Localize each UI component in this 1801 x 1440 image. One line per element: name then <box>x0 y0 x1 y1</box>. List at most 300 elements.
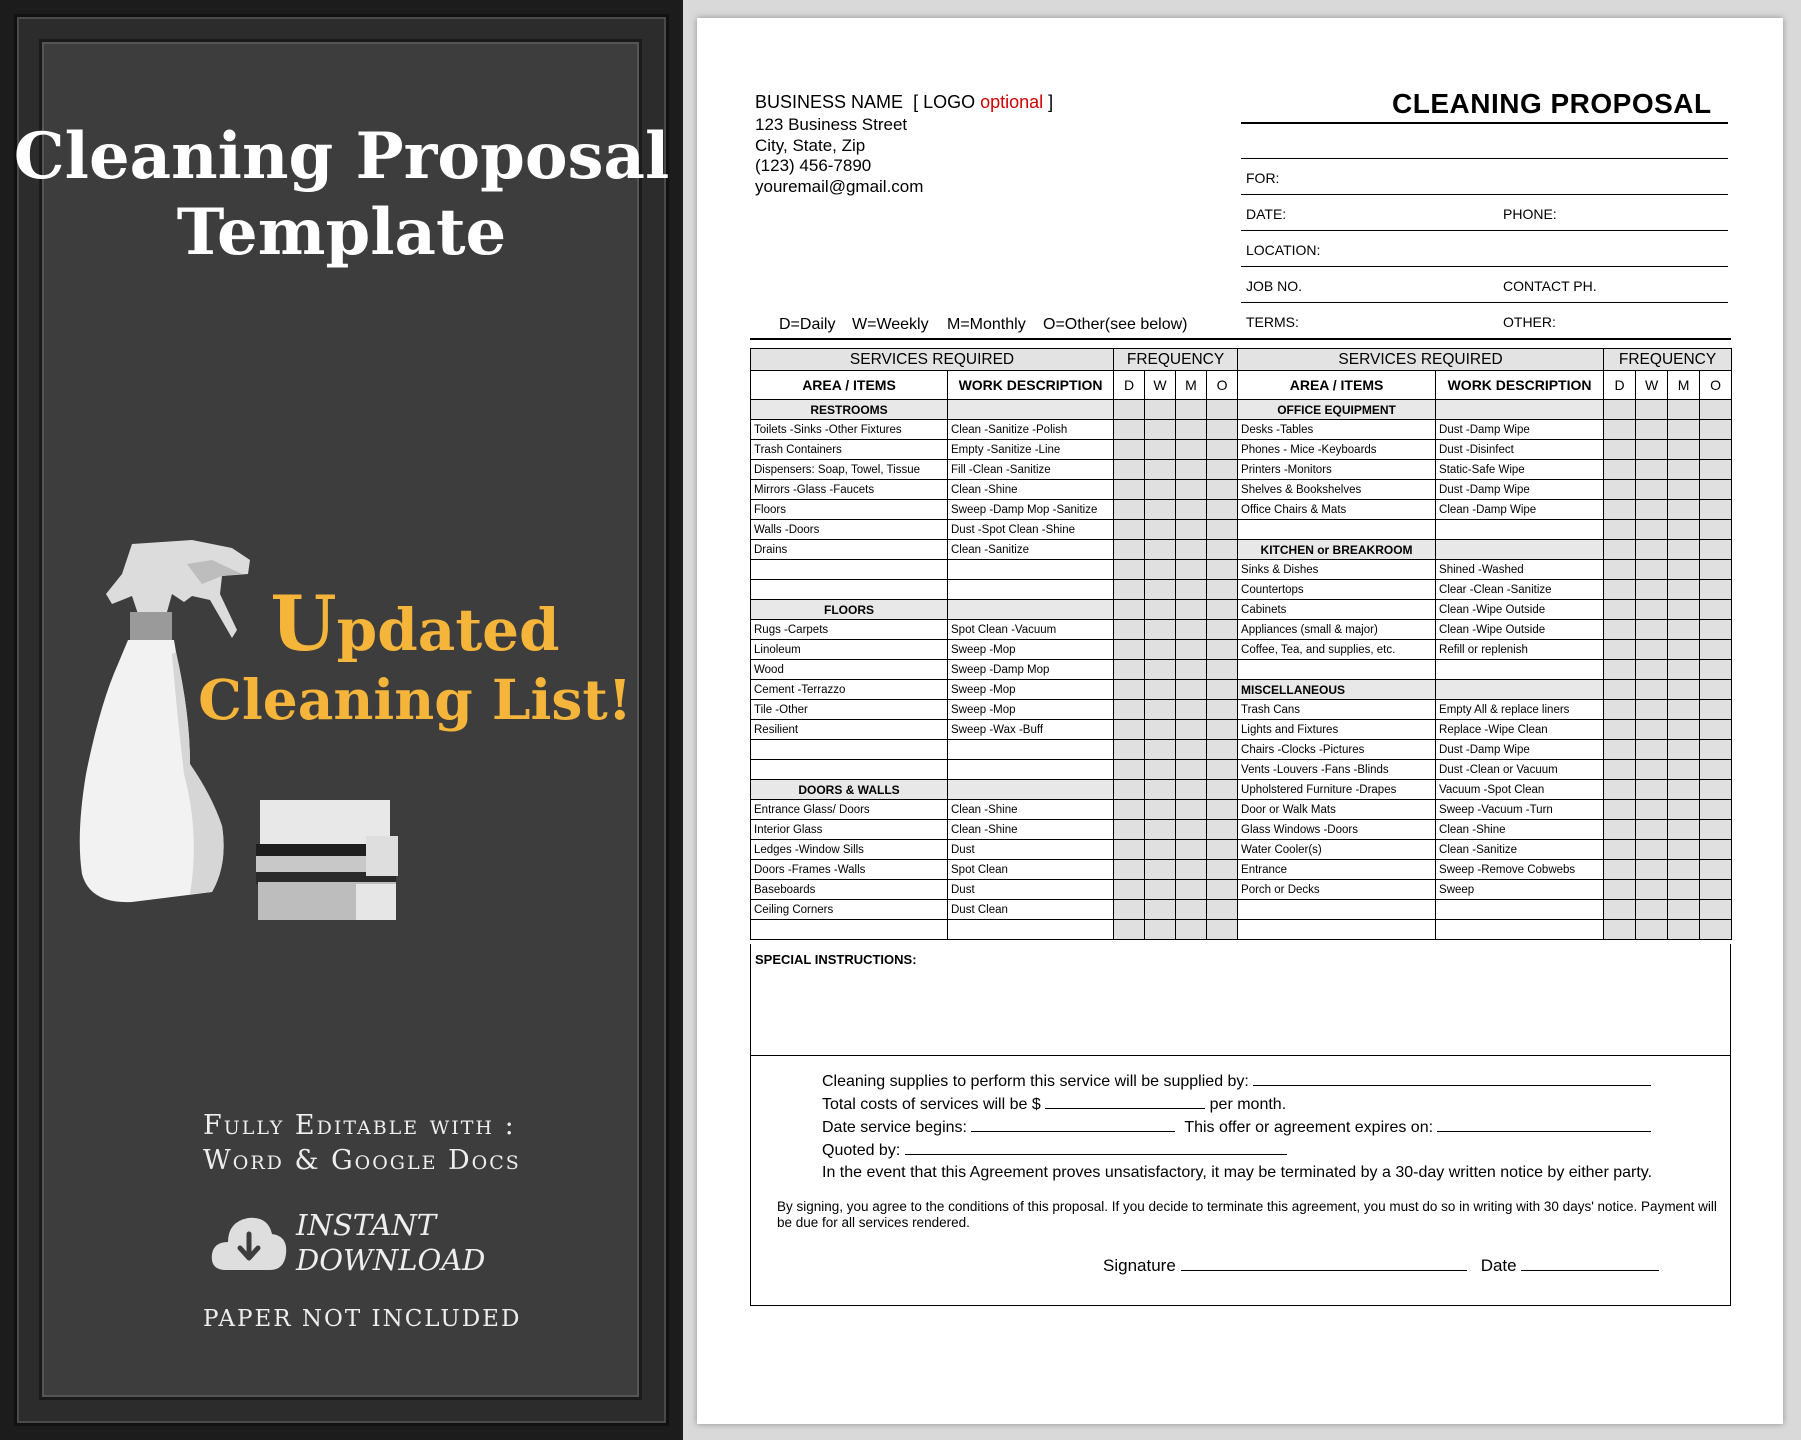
frequency-checkbox-w-right[interactable] <box>1636 720 1668 740</box>
frequency-checkbox-o-right[interactable] <box>1700 540 1732 560</box>
frequency-checkbox-m-left[interactable] <box>1176 560 1207 580</box>
frequency-checkbox-w-right[interactable] <box>1636 860 1668 880</box>
frequency-checkbox-m-left[interactable] <box>1176 820 1207 840</box>
area-item-cell-right[interactable] <box>1238 660 1436 680</box>
frequency-checkbox-w-right[interactable] <box>1636 420 1668 440</box>
area-item-cell-right[interactable]: Porch or Decks <box>1238 880 1436 900</box>
frequency-checkbox-w-right[interactable] <box>1636 600 1668 620</box>
area-item-cell-left[interactable]: Doors -Frames -Walls <box>751 860 948 880</box>
frequency-checkbox-m-left[interactable] <box>1176 460 1207 480</box>
frequency-checkbox-m-right[interactable] <box>1668 700 1700 720</box>
work-description-cell-right[interactable] <box>1436 900 1604 920</box>
frequency-checkbox-m-left[interactable] <box>1176 580 1207 600</box>
work-description-cell-right[interactable]: Clean -Wipe Outside <box>1436 600 1604 620</box>
area-item-cell-left[interactable]: Tile -Other <box>751 700 948 720</box>
work-description-cell-left[interactable]: Empty -Sanitize -Line <box>948 440 1114 460</box>
frequency-checkbox-o-left[interactable] <box>1207 740 1238 760</box>
frequency-checkbox-m-right[interactable] <box>1668 520 1700 540</box>
work-description-cell-right[interactable]: Sweep -Remove Cobwebs <box>1436 860 1604 880</box>
work-description-cell-left[interactable]: Sweep -Wax -Buff <box>948 720 1114 740</box>
frequency-checkbox-o-left[interactable] <box>1207 400 1238 420</box>
frequency-checkbox-m-right[interactable] <box>1668 860 1700 880</box>
frequency-checkbox-d-left[interactable] <box>1114 900 1145 920</box>
work-description-cell-left[interactable]: Dust Clean <box>948 900 1114 920</box>
area-item-cell-left[interactable]: Floors <box>751 500 948 520</box>
frequency-checkbox-w-left[interactable] <box>1145 840 1176 860</box>
area-item-cell-left[interactable]: Cement -Terrazzo <box>751 680 948 700</box>
area-item-cell-left[interactable] <box>751 920 948 940</box>
frequency-checkbox-w-left[interactable] <box>1145 820 1176 840</box>
frequency-checkbox-d-right[interactable] <box>1604 860 1636 880</box>
area-item-cell-right[interactable]: Water Cooler(s) <box>1238 840 1436 860</box>
frequency-checkbox-o-left[interactable] <box>1207 480 1238 500</box>
frequency-checkbox-m-right[interactable] <box>1668 680 1700 700</box>
frequency-checkbox-d-left[interactable] <box>1114 880 1145 900</box>
frequency-checkbox-w-left[interactable] <box>1145 600 1176 620</box>
frequency-checkbox-d-right[interactable] <box>1604 440 1636 460</box>
frequency-checkbox-w-left[interactable] <box>1145 460 1176 480</box>
frequency-checkbox-o-right[interactable] <box>1700 920 1732 940</box>
work-description-cell-left[interactable]: Clean -Shine <box>948 480 1114 500</box>
work-description-cell-left[interactable]: Spot Clean -Vacuum <box>948 620 1114 640</box>
area-item-cell-left[interactable] <box>751 580 948 600</box>
area-item-cell-left[interactable] <box>751 760 948 780</box>
frequency-checkbox-w-left[interactable] <box>1145 620 1176 640</box>
area-item-cell-left[interactable]: Baseboards <box>751 880 948 900</box>
frequency-checkbox-d-right[interactable] <box>1604 880 1636 900</box>
frequency-checkbox-o-left[interactable] <box>1207 700 1238 720</box>
work-description-cell-left[interactable]: Sweep -Damp Mop -Sanitize <box>948 500 1114 520</box>
area-item-cell-left[interactable]: Dispensers: Soap, Towel, Tissue <box>751 460 948 480</box>
work-description-cell-right[interactable] <box>1436 920 1604 940</box>
area-item-cell-right[interactable]: Sinks & Dishes <box>1238 560 1436 580</box>
frequency-checkbox-m-left[interactable] <box>1176 740 1207 760</box>
area-item-cell-left[interactable]: Walls -Doors <box>751 520 948 540</box>
frequency-checkbox-m-left[interactable] <box>1176 760 1207 780</box>
area-item-cell-right[interactable]: Office Chairs & Mats <box>1238 500 1436 520</box>
area-item-cell-right[interactable]: Shelves & Bookshelves <box>1238 480 1436 500</box>
frequency-checkbox-d-right[interactable] <box>1604 740 1636 760</box>
area-item-cell-left[interactable]: Wood <box>751 660 948 680</box>
frequency-checkbox-d-right[interactable] <box>1604 840 1636 860</box>
frequency-checkbox-o-left[interactable] <box>1207 440 1238 460</box>
frequency-checkbox-w-left[interactable] <box>1145 400 1176 420</box>
area-item-cell-right[interactable] <box>1238 920 1436 940</box>
frequency-checkbox-m-right[interactable] <box>1668 800 1700 820</box>
frequency-checkbox-o-right[interactable] <box>1700 640 1732 660</box>
frequency-checkbox-o-right[interactable] <box>1700 880 1732 900</box>
frequency-checkbox-w-right[interactable] <box>1636 760 1668 780</box>
frequency-checkbox-d-right[interactable] <box>1604 400 1636 420</box>
work-description-cell-left[interactable]: Sweep -Mop <box>948 680 1114 700</box>
area-item-cell-left[interactable]: Drains <box>751 540 948 560</box>
frequency-checkbox-w-left[interactable] <box>1145 780 1176 800</box>
frequency-checkbox-m-right[interactable] <box>1668 600 1700 620</box>
frequency-checkbox-d-left[interactable] <box>1114 720 1145 740</box>
work-description-cell-right[interactable] <box>1436 660 1604 680</box>
frequency-checkbox-d-right[interactable] <box>1604 580 1636 600</box>
area-item-cell-right[interactable]: Printers -Monitors <box>1238 460 1436 480</box>
work-description-cell-left[interactable]: Sweep -Damp Mop <box>948 660 1114 680</box>
frequency-checkbox-m-right[interactable] <box>1668 420 1700 440</box>
frequency-checkbox-d-left[interactable] <box>1114 440 1145 460</box>
supplies-blank[interactable] <box>1253 1072 1651 1086</box>
frequency-checkbox-o-right[interactable] <box>1700 860 1732 880</box>
frequency-checkbox-d-left[interactable] <box>1114 620 1145 640</box>
frequency-checkbox-m-left[interactable] <box>1176 500 1207 520</box>
frequency-checkbox-w-left[interactable] <box>1145 640 1176 660</box>
frequency-checkbox-d-right[interactable] <box>1604 420 1636 440</box>
frequency-checkbox-d-right[interactable] <box>1604 820 1636 840</box>
frequency-checkbox-m-right[interactable] <box>1668 640 1700 660</box>
frequency-checkbox-d-right[interactable] <box>1604 520 1636 540</box>
frequency-checkbox-o-right[interactable] <box>1700 740 1732 760</box>
frequency-checkbox-m-right[interactable] <box>1668 560 1700 580</box>
frequency-checkbox-d-left[interactable] <box>1114 520 1145 540</box>
area-item-cell-left[interactable]: Mirrors -Glass -Faucets <box>751 480 948 500</box>
area-item-cell-right[interactable] <box>1238 900 1436 920</box>
frequency-checkbox-w-right[interactable] <box>1636 820 1668 840</box>
work-description-cell-right[interactable]: Sweep <box>1436 880 1604 900</box>
frequency-checkbox-d-left[interactable] <box>1114 760 1145 780</box>
work-description-cell-right[interactable]: Static-Safe Wipe <box>1436 460 1604 480</box>
business-phone[interactable]: (123) 456-7890 <box>755 156 872 175</box>
frequency-checkbox-m-right[interactable] <box>1668 780 1700 800</box>
frequency-checkbox-m-left[interactable] <box>1176 480 1207 500</box>
frequency-checkbox-o-right[interactable] <box>1700 420 1732 440</box>
frequency-checkbox-o-left[interactable] <box>1207 600 1238 620</box>
frequency-checkbox-o-left[interactable] <box>1207 860 1238 880</box>
frequency-checkbox-o-left[interactable] <box>1207 900 1238 920</box>
frequency-checkbox-d-right[interactable] <box>1604 900 1636 920</box>
frequency-checkbox-m-left[interactable] <box>1176 420 1207 440</box>
frequency-checkbox-d-left[interactable] <box>1114 860 1145 880</box>
frequency-checkbox-o-right[interactable] <box>1700 820 1732 840</box>
frequency-checkbox-w-left[interactable] <box>1145 800 1176 820</box>
work-description-cell-left[interactable]: Sweep -Mop <box>948 640 1114 660</box>
frequency-checkbox-w-left[interactable] <box>1145 440 1176 460</box>
frequency-checkbox-w-right[interactable] <box>1636 480 1668 500</box>
signature-blank[interactable] <box>1181 1257 1467 1271</box>
frequency-checkbox-d-right[interactable] <box>1604 560 1636 580</box>
area-item-cell-left[interactable]: Rugs -Carpets <box>751 620 948 640</box>
frequency-checkbox-m-left[interactable] <box>1176 840 1207 860</box>
frequency-checkbox-d-left[interactable] <box>1114 580 1145 600</box>
frequency-checkbox-d-right[interactable] <box>1604 640 1636 660</box>
frequency-checkbox-o-right[interactable] <box>1700 700 1732 720</box>
frequency-checkbox-o-right[interactable] <box>1700 400 1732 420</box>
frequency-checkbox-m-left[interactable] <box>1176 920 1207 940</box>
frequency-checkbox-w-right[interactable] <box>1636 460 1668 480</box>
area-item-cell-right[interactable]: Appliances (small & major) <box>1238 620 1436 640</box>
frequency-checkbox-m-right[interactable] <box>1668 660 1700 680</box>
frequency-checkbox-m-left[interactable] <box>1176 540 1207 560</box>
frequency-checkbox-o-left[interactable] <box>1207 580 1238 600</box>
frequency-checkbox-m-left[interactable] <box>1176 600 1207 620</box>
frequency-checkbox-o-left[interactable] <box>1207 460 1238 480</box>
work-description-cell-right[interactable]: Refill or replenish <box>1436 640 1604 660</box>
frequency-checkbox-m-left[interactable] <box>1176 400 1207 420</box>
frequency-checkbox-w-left[interactable] <box>1145 680 1176 700</box>
frequency-checkbox-d-right[interactable] <box>1604 720 1636 740</box>
business-name[interactable]: BUSINESS NAME <box>755 92 904 112</box>
frequency-checkbox-o-right[interactable] <box>1700 520 1732 540</box>
frequency-checkbox-d-left[interactable] <box>1114 820 1145 840</box>
frequency-checkbox-d-left[interactable] <box>1114 680 1145 700</box>
area-item-cell-left[interactable]: Toilets -Sinks -Other Fixtures <box>751 420 948 440</box>
frequency-checkbox-o-left[interactable] <box>1207 620 1238 640</box>
frequency-checkbox-o-right[interactable] <box>1700 560 1732 580</box>
frequency-checkbox-w-right[interactable] <box>1636 900 1668 920</box>
frequency-checkbox-d-right[interactable] <box>1604 620 1636 640</box>
frequency-checkbox-o-right[interactable] <box>1700 760 1732 780</box>
frequency-checkbox-w-right[interactable] <box>1636 520 1668 540</box>
frequency-checkbox-m-left[interactable] <box>1176 860 1207 880</box>
frequency-checkbox-w-right[interactable] <box>1636 580 1668 600</box>
frequency-checkbox-o-right[interactable] <box>1700 780 1732 800</box>
frequency-checkbox-o-right[interactable] <box>1700 580 1732 600</box>
work-description-cell-left[interactable] <box>948 920 1114 940</box>
frequency-checkbox-w-right[interactable] <box>1636 560 1668 580</box>
work-description-cell-left[interactable]: Dust -Spot Clean -Shine <box>948 520 1114 540</box>
frequency-checkbox-d-left[interactable] <box>1114 780 1145 800</box>
frequency-checkbox-w-left[interactable] <box>1145 880 1176 900</box>
frequency-checkbox-d-left[interactable] <box>1114 540 1145 560</box>
frequency-checkbox-m-right[interactable] <box>1668 820 1700 840</box>
area-item-cell-left[interactable] <box>751 560 948 580</box>
frequency-checkbox-w-right[interactable] <box>1636 640 1668 660</box>
frequency-checkbox-m-right[interactable] <box>1668 500 1700 520</box>
work-description-cell-right[interactable]: Clean -Shine <box>1436 820 1604 840</box>
business-city[interactable]: City, State, Zip <box>755 136 866 155</box>
frequency-checkbox-m-right[interactable] <box>1668 480 1700 500</box>
frequency-checkbox-d-right[interactable] <box>1604 500 1636 520</box>
area-item-cell-right[interactable]: Vents -Louvers -Fans -Blinds <box>1238 760 1436 780</box>
frequency-checkbox-w-left[interactable] <box>1145 740 1176 760</box>
area-item-cell-right[interactable]: Door or Walk Mats <box>1238 800 1436 820</box>
frequency-checkbox-m-right[interactable] <box>1668 440 1700 460</box>
frequency-checkbox-m-right[interactable] <box>1668 720 1700 740</box>
frequency-checkbox-m-left[interactable] <box>1176 700 1207 720</box>
work-description-cell-right[interactable]: Clean -Sanitize <box>1436 840 1604 860</box>
work-description-cell-right[interactable]: Vacuum -Spot Clean <box>1436 780 1604 800</box>
frequency-checkbox-w-right[interactable] <box>1636 800 1668 820</box>
frequency-checkbox-d-right[interactable] <box>1604 920 1636 940</box>
work-description-cell-right[interactable]: Dust -Damp Wipe <box>1436 480 1604 500</box>
frequency-checkbox-w-left[interactable] <box>1145 760 1176 780</box>
frequency-checkbox-w-right[interactable] <box>1636 620 1668 640</box>
frequency-checkbox-w-right[interactable] <box>1636 920 1668 940</box>
frequency-checkbox-m-right[interactable] <box>1668 920 1700 940</box>
work-description-cell-left[interactable]: Fill -Clean -Sanitize <box>948 460 1114 480</box>
frequency-checkbox-d-left[interactable] <box>1114 400 1145 420</box>
frequency-checkbox-o-left[interactable] <box>1207 540 1238 560</box>
area-item-cell-right[interactable] <box>1238 520 1436 540</box>
work-description-cell-left[interactable]: Dust <box>948 840 1114 860</box>
frequency-checkbox-o-right[interactable] <box>1700 720 1732 740</box>
frequency-checkbox-d-left[interactable] <box>1114 600 1145 620</box>
frequency-checkbox-o-left[interactable] <box>1207 500 1238 520</box>
frequency-checkbox-d-left[interactable] <box>1114 660 1145 680</box>
frequency-checkbox-o-left[interactable] <box>1207 840 1238 860</box>
frequency-checkbox-w-right[interactable] <box>1636 440 1668 460</box>
work-description-cell-left[interactable]: Clean -Sanitize <box>948 540 1114 560</box>
work-description-cell-left[interactable]: Clean -Shine <box>948 820 1114 840</box>
frequency-checkbox-m-left[interactable] <box>1176 800 1207 820</box>
frequency-checkbox-w-right[interactable] <box>1636 700 1668 720</box>
frequency-checkbox-d-left[interactable] <box>1114 460 1145 480</box>
work-description-cell-left[interactable] <box>948 560 1114 580</box>
frequency-checkbox-o-left[interactable] <box>1207 880 1238 900</box>
frequency-checkbox-o-left[interactable] <box>1207 780 1238 800</box>
area-item-cell-left[interactable]: Resilient <box>751 720 948 740</box>
frequency-checkbox-m-right[interactable] <box>1668 400 1700 420</box>
work-description-cell-right[interactable]: Replace -Wipe Clean <box>1436 720 1604 740</box>
frequency-checkbox-m-right[interactable] <box>1668 840 1700 860</box>
frequency-checkbox-w-left[interactable] <box>1145 540 1176 560</box>
frequency-checkbox-o-right[interactable] <box>1700 440 1732 460</box>
work-description-cell-right[interactable]: Dust -Disinfect <box>1436 440 1604 460</box>
frequency-checkbox-m-left[interactable] <box>1176 720 1207 740</box>
frequency-checkbox-o-left[interactable] <box>1207 520 1238 540</box>
frequency-checkbox-o-right[interactable] <box>1700 460 1732 480</box>
frequency-checkbox-w-right[interactable] <box>1636 660 1668 680</box>
frequency-checkbox-w-left[interactable] <box>1145 480 1176 500</box>
work-description-cell-left[interactable] <box>948 740 1114 760</box>
area-item-cell-left[interactable]: Interior Glass <box>751 820 948 840</box>
frequency-checkbox-o-left[interactable] <box>1207 560 1238 580</box>
frequency-checkbox-d-left[interactable] <box>1114 700 1145 720</box>
frequency-checkbox-o-left[interactable] <box>1207 420 1238 440</box>
frequency-checkbox-m-left[interactable] <box>1176 440 1207 460</box>
area-item-cell-right[interactable]: Chairs -Clocks -Pictures <box>1238 740 1436 760</box>
work-description-cell-right[interactable]: Clean -Wipe Outside <box>1436 620 1604 640</box>
frequency-checkbox-w-left[interactable] <box>1145 900 1176 920</box>
frequency-checkbox-m-right[interactable] <box>1668 620 1700 640</box>
work-description-cell-right[interactable]: Sweep -Vacuum -Turn <box>1436 800 1604 820</box>
frequency-checkbox-o-left[interactable] <box>1207 760 1238 780</box>
frequency-checkbox-d-right[interactable] <box>1604 700 1636 720</box>
frequency-checkbox-o-right[interactable] <box>1700 500 1732 520</box>
frequency-checkbox-w-right[interactable] <box>1636 740 1668 760</box>
work-description-cell-left[interactable]: Clean -Sanitize -Polish <box>948 420 1114 440</box>
frequency-checkbox-w-left[interactable] <box>1145 580 1176 600</box>
frequency-checkbox-d-left[interactable] <box>1114 420 1145 440</box>
frequency-checkbox-m-right[interactable] <box>1668 460 1700 480</box>
frequency-checkbox-w-right[interactable] <box>1636 880 1668 900</box>
frequency-checkbox-w-right[interactable] <box>1636 840 1668 860</box>
service-begins-blank[interactable] <box>971 1118 1175 1132</box>
frequency-checkbox-o-right[interactable] <box>1700 660 1732 680</box>
frequency-checkbox-m-left[interactable] <box>1176 900 1207 920</box>
work-description-cell-left[interactable]: Spot Clean <box>948 860 1114 880</box>
frequency-checkbox-o-left[interactable] <box>1207 720 1238 740</box>
frequency-checkbox-w-right[interactable] <box>1636 400 1668 420</box>
frequency-checkbox-o-left[interactable] <box>1207 920 1238 940</box>
work-description-cell-left[interactable]: Sweep -Mop <box>948 700 1114 720</box>
area-item-cell-right[interactable]: Entrance <box>1238 860 1436 880</box>
area-item-cell-left[interactable]: Linoleum <box>751 640 948 660</box>
frequency-checkbox-m-left[interactable] <box>1176 660 1207 680</box>
frequency-checkbox-m-left[interactable] <box>1176 780 1207 800</box>
quoted-by-blank[interactable] <box>905 1141 1287 1155</box>
signature-date-blank[interactable] <box>1521 1257 1659 1271</box>
offer-expires-blank[interactable] <box>1437 1118 1651 1132</box>
frequency-checkbox-o-left[interactable] <box>1207 820 1238 840</box>
frequency-checkbox-m-right[interactable] <box>1668 880 1700 900</box>
frequency-checkbox-w-left[interactable] <box>1145 560 1176 580</box>
work-description-cell-left[interactable]: Dust <box>948 880 1114 900</box>
frequency-checkbox-d-left[interactable] <box>1114 500 1145 520</box>
area-item-cell-left[interactable]: Ledges -Window Sills <box>751 840 948 860</box>
frequency-checkbox-d-left[interactable] <box>1114 640 1145 660</box>
frequency-checkbox-o-left[interactable] <box>1207 640 1238 660</box>
frequency-checkbox-w-right[interactable] <box>1636 540 1668 560</box>
frequency-checkbox-d-right[interactable] <box>1604 680 1636 700</box>
frequency-checkbox-d-left[interactable] <box>1114 480 1145 500</box>
frequency-checkbox-m-right[interactable] <box>1668 760 1700 780</box>
area-item-cell-right[interactable]: Phones - Mice -Keyboards <box>1238 440 1436 460</box>
frequency-checkbox-w-left[interactable] <box>1145 860 1176 880</box>
frequency-checkbox-w-left[interactable] <box>1145 660 1176 680</box>
frequency-checkbox-d-left[interactable] <box>1114 920 1145 940</box>
frequency-checkbox-w-left[interactable] <box>1145 700 1176 720</box>
frequency-checkbox-d-right[interactable] <box>1604 660 1636 680</box>
frequency-checkbox-d-right[interactable] <box>1604 800 1636 820</box>
area-item-cell-right[interactable]: Lights and Fixtures <box>1238 720 1436 740</box>
frequency-checkbox-o-right[interactable] <box>1700 620 1732 640</box>
frequency-checkbox-d-right[interactable] <box>1604 780 1636 800</box>
frequency-checkbox-d-left[interactable] <box>1114 840 1145 860</box>
work-description-cell-right[interactable]: Dust -Damp Wipe <box>1436 740 1604 760</box>
frequency-checkbox-d-right[interactable] <box>1604 540 1636 560</box>
frequency-checkbox-o-right[interactable] <box>1700 900 1732 920</box>
work-description-cell-right[interactable]: Dust -Clean or Vacuum <box>1436 760 1604 780</box>
frequency-checkbox-m-left[interactable] <box>1176 680 1207 700</box>
frequency-checkbox-w-right[interactable] <box>1636 680 1668 700</box>
frequency-checkbox-w-right[interactable] <box>1636 780 1668 800</box>
frequency-checkbox-w-right[interactable] <box>1636 500 1668 520</box>
frequency-checkbox-w-left[interactable] <box>1145 920 1176 940</box>
work-description-cell-right[interactable] <box>1436 520 1604 540</box>
area-item-cell-right[interactable]: Cabinets <box>1238 600 1436 620</box>
frequency-checkbox-o-right[interactable] <box>1700 480 1732 500</box>
work-description-cell-left[interactable] <box>948 580 1114 600</box>
frequency-checkbox-o-right[interactable] <box>1700 600 1732 620</box>
area-item-cell-right[interactable]: Glass Windows -Doors <box>1238 820 1436 840</box>
work-description-cell-left[interactable]: Clean -Shine <box>948 800 1114 820</box>
area-item-cell-right[interactable]: Coffee, Tea, and supplies, etc. <box>1238 640 1436 660</box>
area-item-cell-right[interactable]: Upholstered Furniture -Drapes <box>1238 780 1436 800</box>
work-description-cell-right[interactable]: Clean -Damp Wipe <box>1436 500 1604 520</box>
business-email[interactable]: youremail@gmail.com <box>755 177 924 196</box>
frequency-checkbox-m-left[interactable] <box>1176 880 1207 900</box>
area-item-cell-right[interactable]: Desks -Tables <box>1238 420 1436 440</box>
frequency-checkbox-o-left[interactable] <box>1207 660 1238 680</box>
frequency-checkbox-o-right[interactable] <box>1700 800 1732 820</box>
frequency-checkbox-w-left[interactable] <box>1145 420 1176 440</box>
frequency-checkbox-m-right[interactable] <box>1668 540 1700 560</box>
frequency-checkbox-o-left[interactable] <box>1207 800 1238 820</box>
frequency-checkbox-o-right[interactable] <box>1700 840 1732 860</box>
frequency-checkbox-m-right[interactable] <box>1668 740 1700 760</box>
area-item-cell-left[interactable]: Entrance Glass/ Doors <box>751 800 948 820</box>
frequency-checkbox-m-right[interactable] <box>1668 580 1700 600</box>
frequency-checkbox-m-right[interactable] <box>1668 900 1700 920</box>
area-item-cell-left[interactable]: Ceiling Corners <box>751 900 948 920</box>
frequency-checkbox-m-left[interactable] <box>1176 640 1207 660</box>
area-item-cell-right[interactable]: Countertops <box>1238 580 1436 600</box>
